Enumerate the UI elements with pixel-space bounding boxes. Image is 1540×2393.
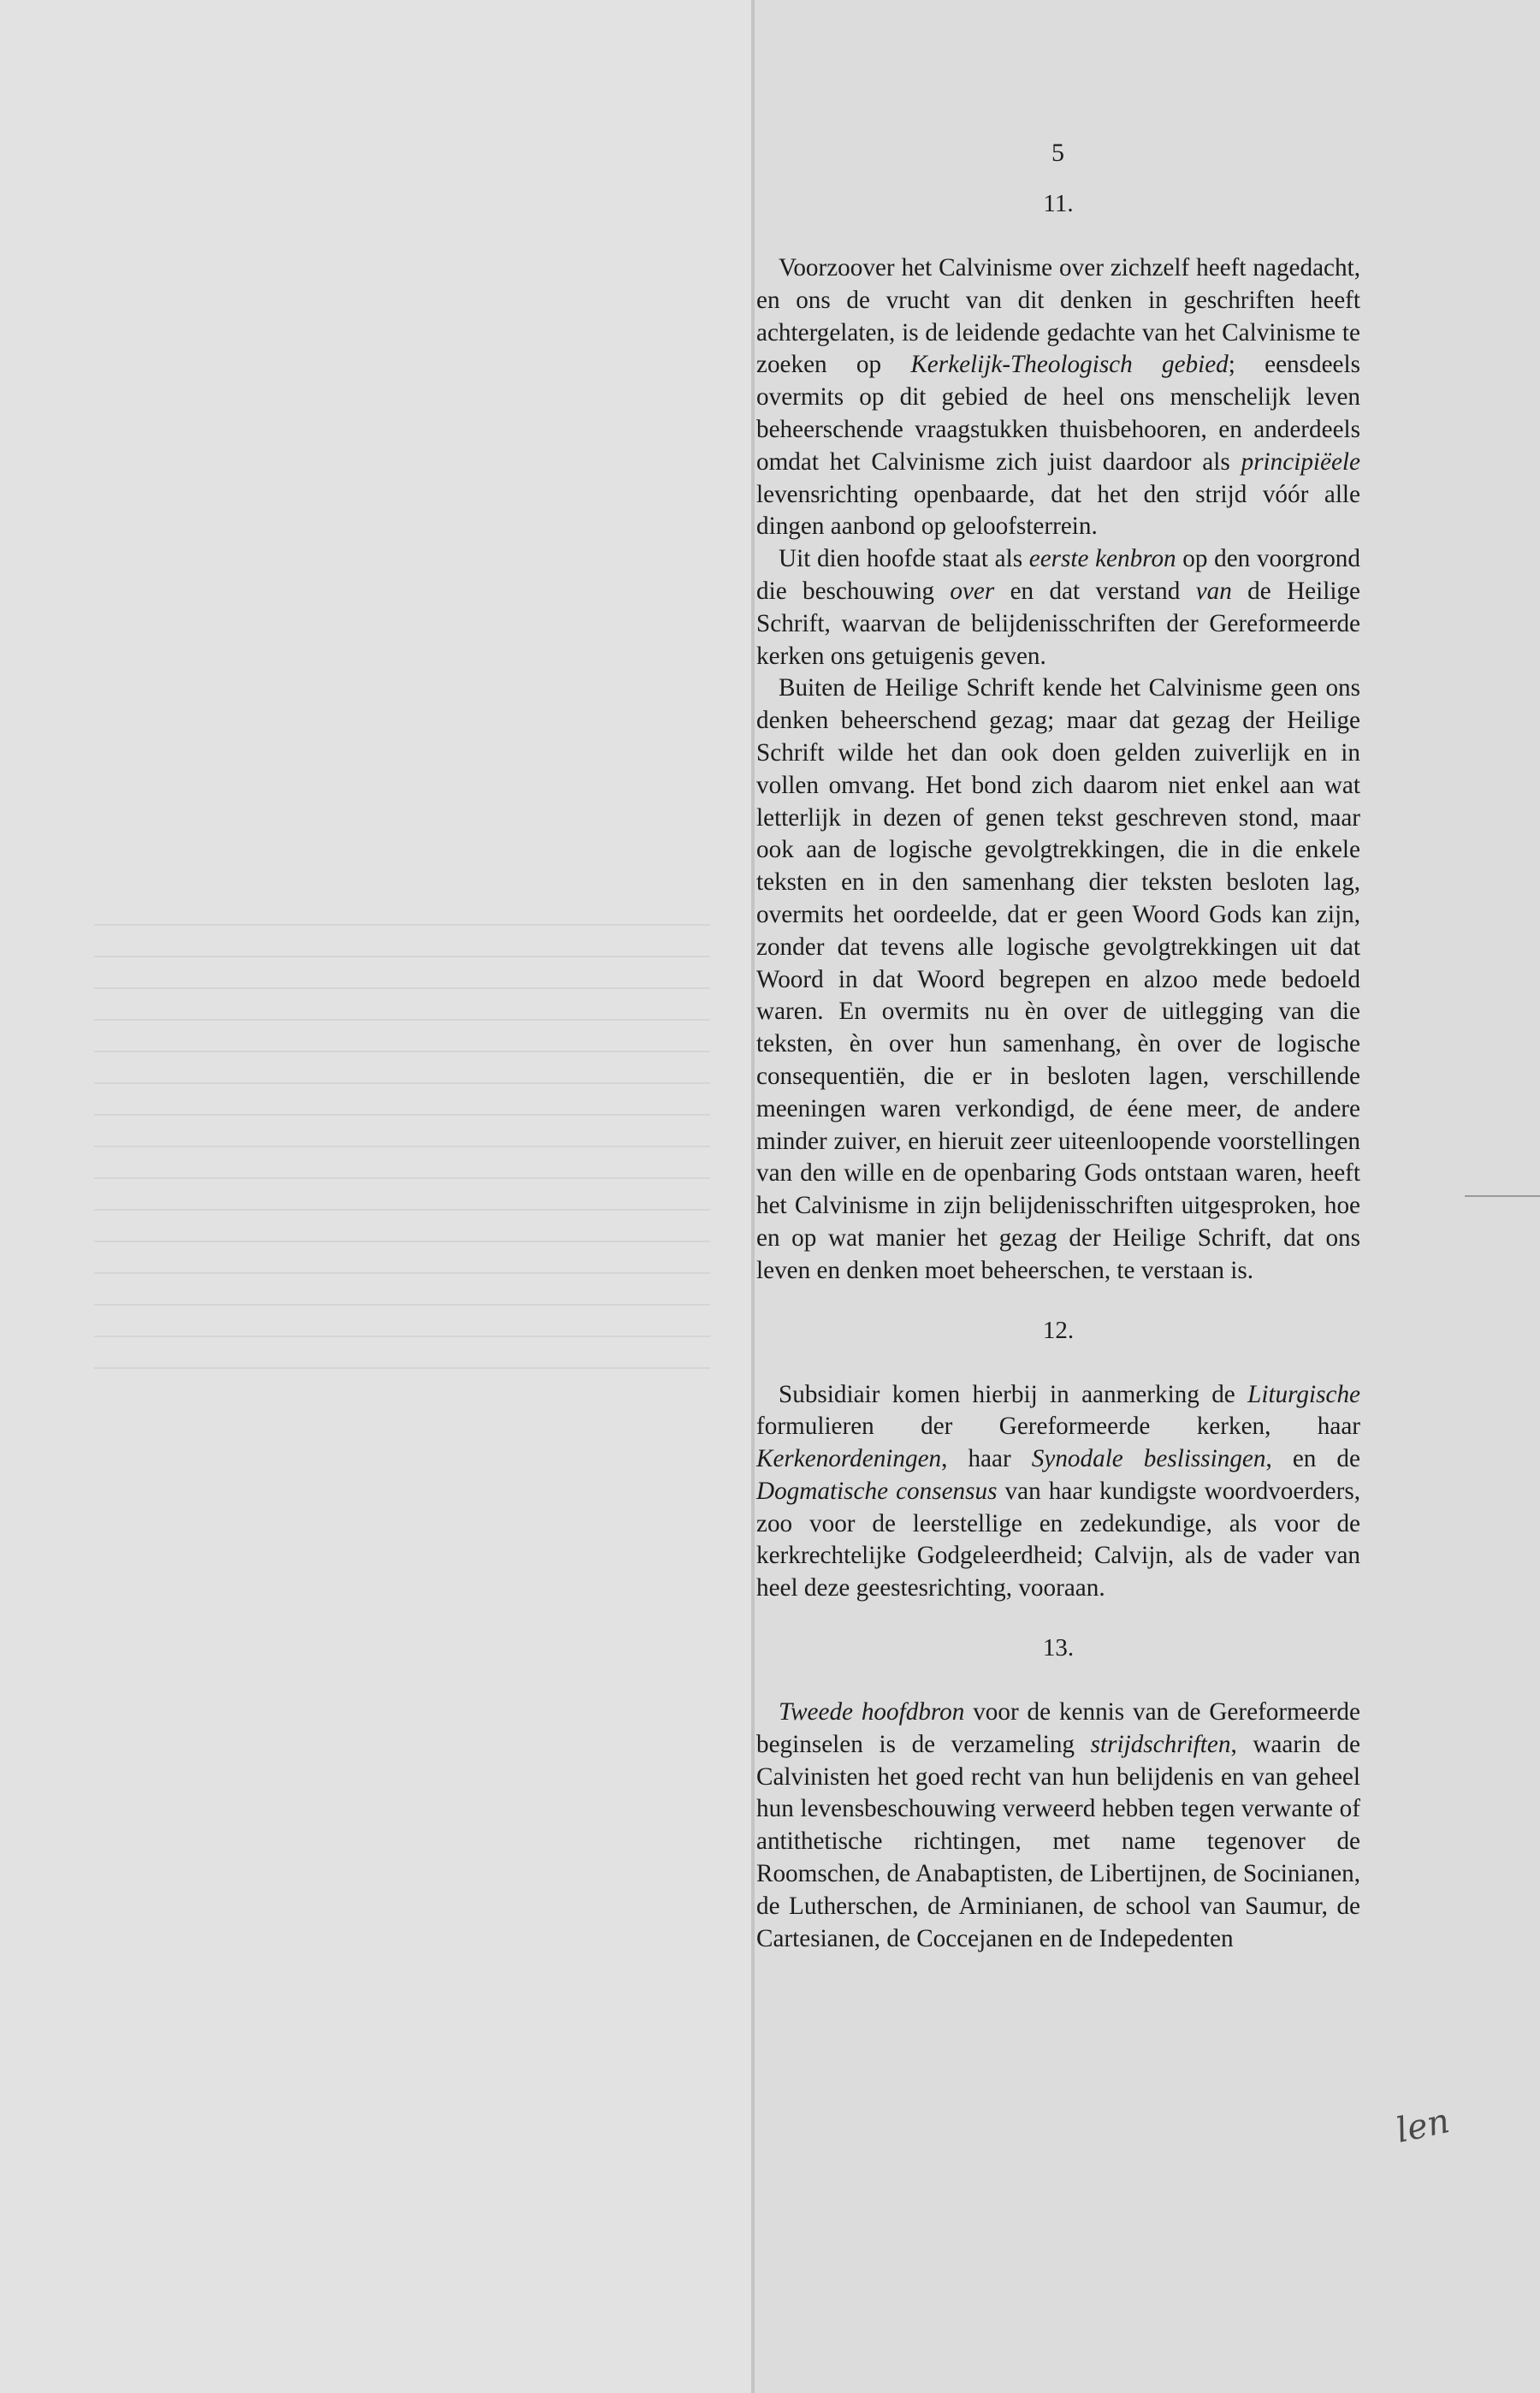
text-run: , en de <box>1265 1445 1360 1473</box>
text-run: , haar <box>941 1445 1032 1473</box>
paragraph <box>756 252 1360 543</box>
paragraph <box>756 543 1360 672</box>
italic-text: over <box>950 577 995 605</box>
bleed-through-text <box>94 924 710 1437</box>
italic-text: van <box>1195 577 1232 605</box>
italic-text: eerste kenbron <box>1028 545 1176 573</box>
italic-text: Liturgische <box>1247 1380 1360 1408</box>
section-gap <box>756 1605 1360 1615</box>
text-run: van haar kundigste woordvoerders, zoo voor de leerstellige en zedekundige, als voor de kerkrechtelijke Godgeleerdheid; Calvijn, als de vader van heel deze geestesrichting, vooraan. <box>756 1477 1360 1602</box>
fold-mark <box>1465 1195 1540 1197</box>
text-run: , waarin de Calvinisten het goed recht van hun belijdenis en van geheel hun levensbeschouwing verweerd hebben tegen verwante of antithetische richtingen, met name tegenover de Roomschen, de Anabaptisten, de Libertijnen, de Socinianen, de Lutherschen, de Arminianen, de school van Saumur, de Cartesianen, de Coccejanen en de Indepedenten <box>756 1730 1361 1952</box>
italic-text: principiëele <box>1241 447 1360 476</box>
italic-text: Dogmatische consensus <box>756 1477 998 1505</box>
text-run: op den voorgrond die beschouwing <box>756 545 1360 605</box>
text-run: formulieren der Gereformeerde kerken, haar <box>756 1413 1360 1441</box>
text-run: Voorzoover het Calvinisme over zichzelf heeft nagedacht, en ons de vrucht van dit denken in geschriften heeft achtergelaten, is de leidende gedachte van het Calvinisme te zoeken op <box>756 254 1360 379</box>
text-run: Subsidiair komen hierbij in aanmerking de <box>779 1380 1248 1408</box>
section-number: 13. <box>1042 1634 1075 1662</box>
paragraph <box>756 1379 1360 1606</box>
text-run: Uit dien hoofde staat als <box>779 545 1029 573</box>
page-number: 5 <box>1051 139 1065 167</box>
text-run: de Heilige Schrift, waarvan de belijdenisschriften der Gereformeerde kerken ons getuigenis geven. <box>756 577 1360 670</box>
paragraph <box>756 672 1360 1287</box>
text-run: voor de kennis van de Gereformeerde beginselen is de verzameling <box>756 1698 1360 1758</box>
text-run: Buiten de Heilige Schrift kende het Calvinisme geen ons denken beheerschend gezag; maar dat gezag der Heilige Schrift wilde het dan ook doen gelden zuiverlijk en in vollen omvang. Het bond zich daarom niet enkel aan wat letterlijk in dezen of genen tekst geschreven stond, maar ook aan de logische gevolgtrekkingen, die in die enkele teksten en in den samenhang dier teksten besloten lag, overmits het oordeelde, dat er geen Woord Gods kan zijn, zonder dat tevens alle logische gevolgtrekkingen uit dat Woord in dat Woord begrepen en alzoo mede bedoeld waren. En overmits nu èn over de uitlegging van die teksten, èn over hun samenhang, èn over de logische consequentiën, die er in besloten lagen, verschillende meeningen waren verkondigd, de éene meer, de andere minder zuiver, en hieruit zeer uiteenloopende voorstellingen van den wille en de openbaring Gods ontstaan waren, heeft het Calvinisme in zijn belijdenisschriften uitgesproken, hoe en op wat manier het gezag der Heilige Schrift, dat ons leven en denken moet beheerschen, te verstaan is. <box>756 674 1360 1284</box>
italic-text: Synodale beslissingen <box>1031 1445 1266 1473</box>
handwritten-margin-note: len <box>1392 2101 1454 2151</box>
italic-text: strijdschriften <box>1090 1730 1231 1758</box>
section-number: 11. <box>1043 190 1074 217</box>
section-gap <box>756 1288 1360 1298</box>
italic-text: Kerkenordeningen <box>756 1445 942 1473</box>
text-run: levensrichting openbaarde, dat het den strijd vóór alle dingen aanbond op geloofsterrein. <box>756 480 1360 541</box>
sections-container <box>756 190 1360 1955</box>
section-number: 12. <box>1042 1316 1075 1344</box>
italic-text: Tweede hoofdbron <box>779 1698 965 1727</box>
text-run: en dat verstand <box>994 577 1196 605</box>
text-run: ; eensdeels overmits op dit gebied de heel ons menschelijk leven beheerschende vraagstukken thuisbehooren, en anderdeels omdat het Calvinisme zich juist daardoor als <box>756 351 1360 476</box>
page-content <box>756 128 1360 1955</box>
paragraph <box>756 1697 1360 1955</box>
left-page-blank <box>0 0 753 2393</box>
italic-text: Kerkelijk-Theologisch gebied <box>910 351 1229 379</box>
